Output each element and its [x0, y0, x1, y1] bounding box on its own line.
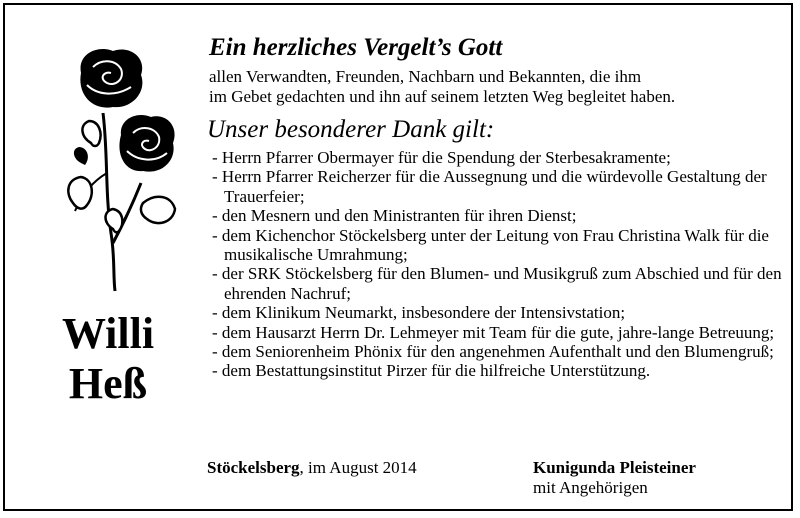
thanks-item: - den Mesnern und den Ministranten für ihren Dienst; [212, 206, 577, 226]
thanks-list [203, 148, 783, 381]
heading: Ein herzliches Vergelt’s Gott [209, 34, 503, 61]
intro-line: im Gebet gedachten und ihn auf seinem letzten Weg begleitet haben. [209, 87, 676, 106]
thanks-item: - der SRK Stöckelsberg für den Blumen- und Musikgruß zum Abschied und für den ehrenden Nachruf; [212, 264, 782, 303]
thanks-item: - dem Hausarzt Herrn Dr. Lehmeyer mit Team für die gute, jahre-lange Betreuung; [212, 322, 775, 342]
rose-illustration [63, 43, 183, 293]
deceased-name [33, 309, 183, 409]
signer-name: Kunigunda Pleisteiner [533, 458, 696, 477]
thanks-item: - Herrn Pfarrer Reicherzer für die Aussegnung und die würdevolle Gestaltung der Trauerfeier; [212, 167, 767, 206]
place-date [207, 458, 417, 478]
signer-suffix: mit Angehörigen [533, 478, 648, 497]
name-first: Willi [61, 309, 155, 358]
left-column [5, 5, 195, 509]
date: , im August 2014 [299, 458, 417, 477]
obituary-card [3, 3, 793, 511]
intro-text [209, 67, 783, 107]
name-last: Heß [68, 359, 148, 408]
place: Stöckelsberg [207, 458, 300, 477]
signature-block [533, 458, 696, 498]
right-column [203, 33, 783, 381]
thanks-item: - dem Kichenchor Stöckelsberg unter der Leitung von Frau Christina Walk für die musikalische Umrahmung; [212, 225, 769, 265]
thanks-item: - dem Seniorenheim Phönix für den angenehmen Aufenthalt und den Blumengruß; [212, 342, 774, 362]
thanks-item: - dem Klinikum Neumarkt, insbesondere der Intensivstation; [212, 303, 626, 323]
intro-line: allen Verwandten, Freunden, Nachbarn und Bekannten, die ihm [209, 67, 642, 86]
thanks-item: - dem Bestattungsinstitut Pirzer für die hilfreiche Unterstützung. [212, 361, 651, 381]
thanks-heading: Unser besonderer Dank gilt: [207, 116, 495, 143]
thanks-item: - Herrn Pfarrer Obermayer für die Spendung der Sterbesakramente; [212, 148, 671, 167]
